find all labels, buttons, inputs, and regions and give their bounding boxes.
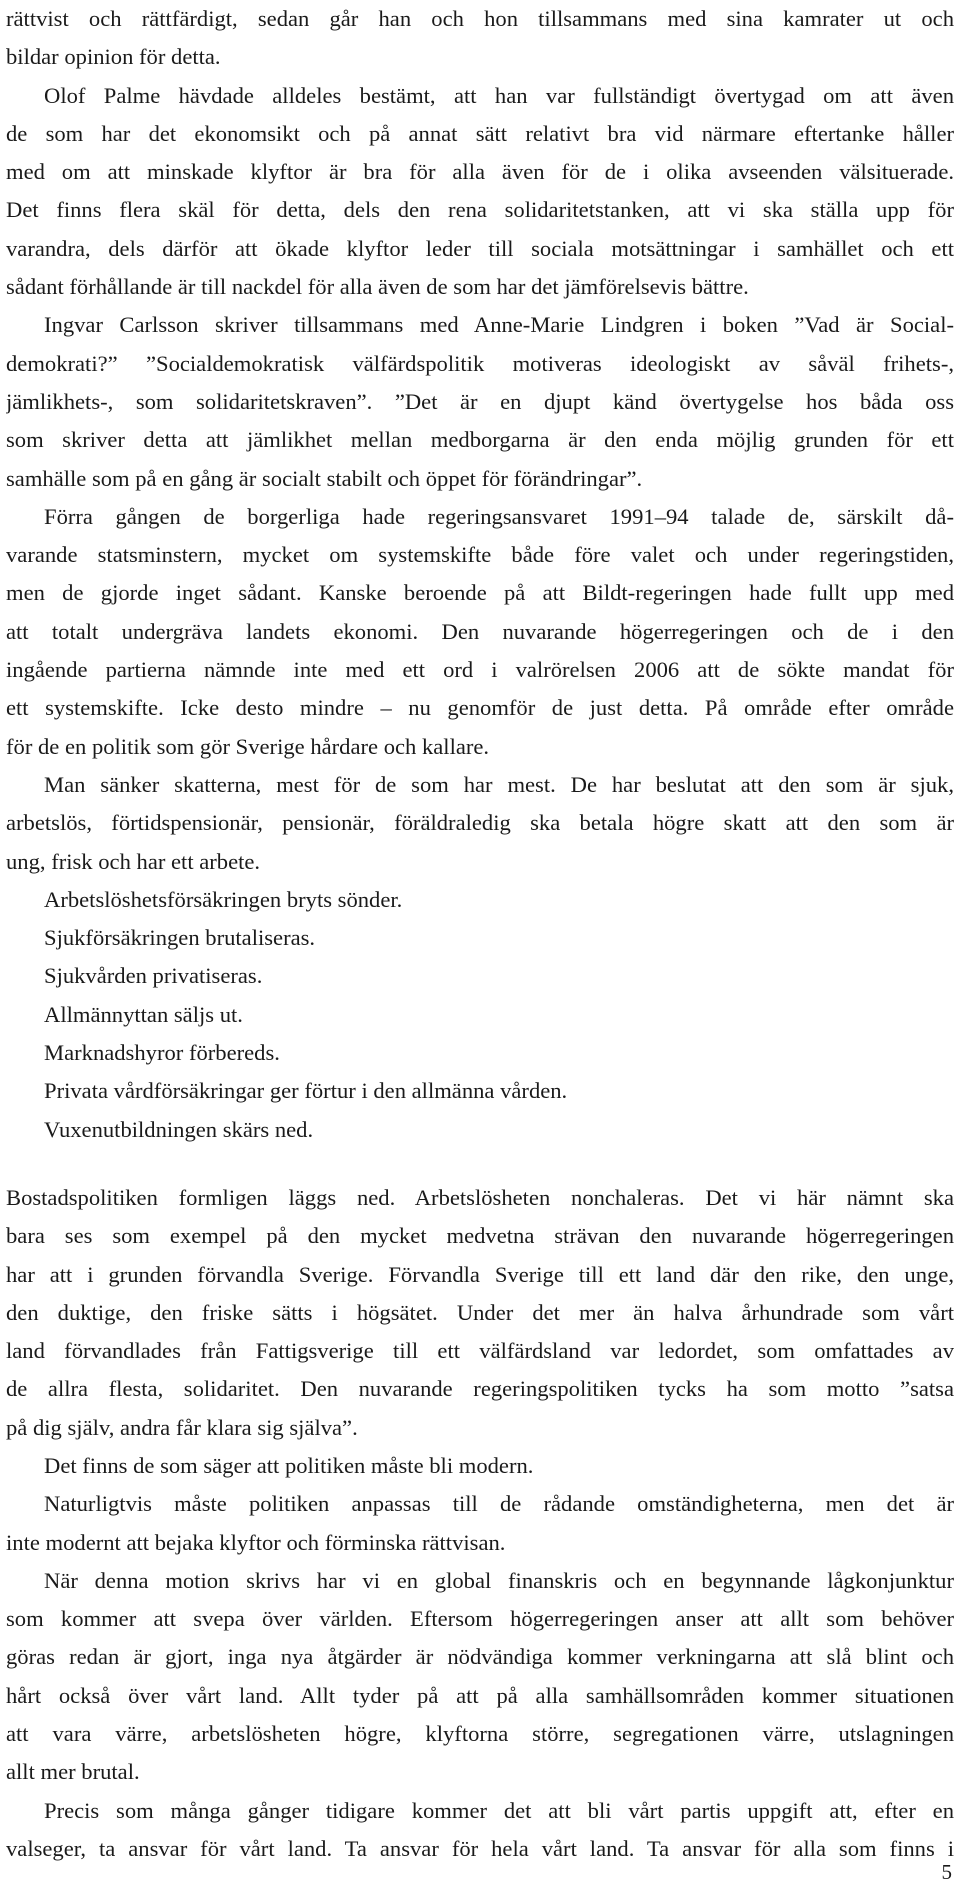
text-line: med om att minskade klyftor är bra för alla även för de i olika avseenden välsituerade. <box>6 159 954 185</box>
document-page <box>6 0 954 1868</box>
text-line: Precis som många gånger tidigare kommer det att bli vårt partis uppgift att, efter en <box>44 1797 954 1823</box>
text-line: land förvandlades från Fattigsverige till ett välfärdsland var ledordet, som omfattades av <box>6 1338 954 1364</box>
list-item: Sjukvården privatiseras. <box>44 963 263 989</box>
text-line: bildar opinion för detta. <box>6 44 221 70</box>
text-line: som skriver detta att jämlikhet mellan medborgarna är den enda möjlig grunden för ett <box>6 427 954 453</box>
text-line: har att i grunden förvandla Sverige. Förvandla Sverige till ett land där den rike, den unge, <box>6 1261 954 1287</box>
text-line: att totalt undergräva landets ekonomi. Den nuvarande högerregeringen och de i den <box>6 618 954 644</box>
paragraph-gap <box>6 1149 954 1179</box>
text-line: rättvist och rättfärdigt, sedan går han och hon tillsammans med sina kamrater ut och <box>6 6 954 31</box>
list-item: Vuxenutbildningen skärs ned. <box>44 1116 314 1142</box>
text-line: valseger, ta ansvar för vårt land. Ta ansvar för hela vårt land. Ta ansvar för alla som finns i <box>6 1835 954 1861</box>
text-line: att vara värre, arbetslösheten högre, klyftorna större, segregationen värre, utslagningen <box>6 1721 954 1747</box>
list-item: Marknadshyror förbereds. <box>44 1040 280 1066</box>
text-line: allt mer brutal. <box>6 1759 140 1785</box>
text-line: jämlikhets-, som solidaritetskraven”. ”Det är en djupt känd övertygelse hos båda oss <box>6 388 954 414</box>
text-line: inte modernt att bejaka klyftor och förminska rättvisan. <box>6 1529 506 1555</box>
text-line: varandra, dels därför att ökade klyftor leder till sociala motsättningar i samhället och ett <box>6 235 954 261</box>
text-line: Det finns de som säger att politiken måste bli modern. <box>44 1452 534 1478</box>
text-line: göras redan är gjort, inga nya åtgärder är nödvändiga kommer verkningarna att slå blint och <box>6 1644 954 1670</box>
text-line: Naturligtvis måste politiken anpassas till de rådande omständigheterna, men det är <box>44 1491 954 1517</box>
text-line: Man sänker skatterna, mest för de som har mest. De har beslutat att den som är sjuk, <box>44 771 954 797</box>
text-line: sådant förhållande är till nackdel för alla även de som har det jämförelsevis bättre. <box>6 274 749 300</box>
text-line: den duktige, den friske sätts i högsätet. Under det mer än halva århundrade som vårt <box>6 1299 954 1325</box>
page-number: 5 <box>941 1860 952 1884</box>
text-line: ung, frisk och har ett arbete. <box>6 848 261 874</box>
text-line: för de en politik som gör Sverige hårdare och kallare. <box>6 733 490 759</box>
text-line: ingående partierna nämnde inte med ett ord i valrörelsen 2006 att de sökte mandat för <box>6 657 954 683</box>
text-line: Olof Palme hävdade alldeles bestämt, att han var fullständigt övertygad om att även <box>44 82 954 108</box>
text-line: samhälle som på en gång är socialt stabilt och öppet för förändringar”. <box>6 465 643 491</box>
text-line: Bostadspolitiken formligen läggs ned. Arbetslösheten nonchaleras. Det vi här nämnt ska <box>6 1184 954 1210</box>
text-line: När denna motion skrivs har vi en global finanskris och en begynnande lågkonjunktur <box>44 1567 954 1593</box>
text-line: arbetslös, förtidspensionär, pensionär, föräldraledig ska betala högre skatt att den som är <box>6 810 954 836</box>
text-line: Ingvar Carlsson skriver tillsammans med Anne-Marie Lindgren i boken ”Vad är Social- <box>44 312 954 338</box>
text-line: bara ses som exempel på den mycket medvetna strävan den nuvarande högerregeringen <box>6 1223 954 1249</box>
text-line: som kommer att svepa över världen. Eftersom högerregeringen anser att allt som behöver <box>6 1606 954 1632</box>
text-line: demokrati?” ”Socialdemokratisk välfärdspolitik motiveras ideologiskt av såväl frihets-, <box>6 350 954 376</box>
text-line: varande statsminstern, mycket om systemskifte både före valet och under regeringstiden, <box>6 542 954 568</box>
list-item: Privata vårdförsäkringar ger förtur i den allmänna vården. <box>44 1078 568 1104</box>
text-line: Förra gången de borgerliga hade regeringsansvaret 1991–94 talade de, särskilt då- <box>44 503 954 529</box>
list-item: Allmännyttan säljs ut. <box>44 1001 243 1027</box>
list-item: Sjukförsäkringen brutaliseras. <box>44 925 316 951</box>
text-line: hårt också över vårt land. Allt tyder på att på alla samhällsområden kommer situationen <box>6 1682 954 1708</box>
text-line: på dig själv, andra får klara sig själva”. <box>6 1414 358 1440</box>
list-item: Arbetslöshetsförsäkringen bryts sönder. <box>44 886 403 912</box>
text-line: ett systemskifte. Icke desto mindre – nu genomför de just detta. På område efter område <box>6 695 954 721</box>
text-line: de som har det ekonomsikt och på annat sätt relativt bra vid närmare eftertanke håller <box>6 120 954 146</box>
body-text <box>6 0 954 1868</box>
text-line: de allra flesta, solidaritet. Den nuvarande regeringspolitiken tycks ha som motto ”satsa <box>6 1376 954 1402</box>
text-line: men de gjorde inget sådant. Kanske beroende på att Bildt-regeringen hade fullt upp med <box>6 580 954 606</box>
text-line: Det finns flera skäl för detta, dels den rena solidaritetstanken, att vi ska ställa upp för <box>6 197 954 223</box>
